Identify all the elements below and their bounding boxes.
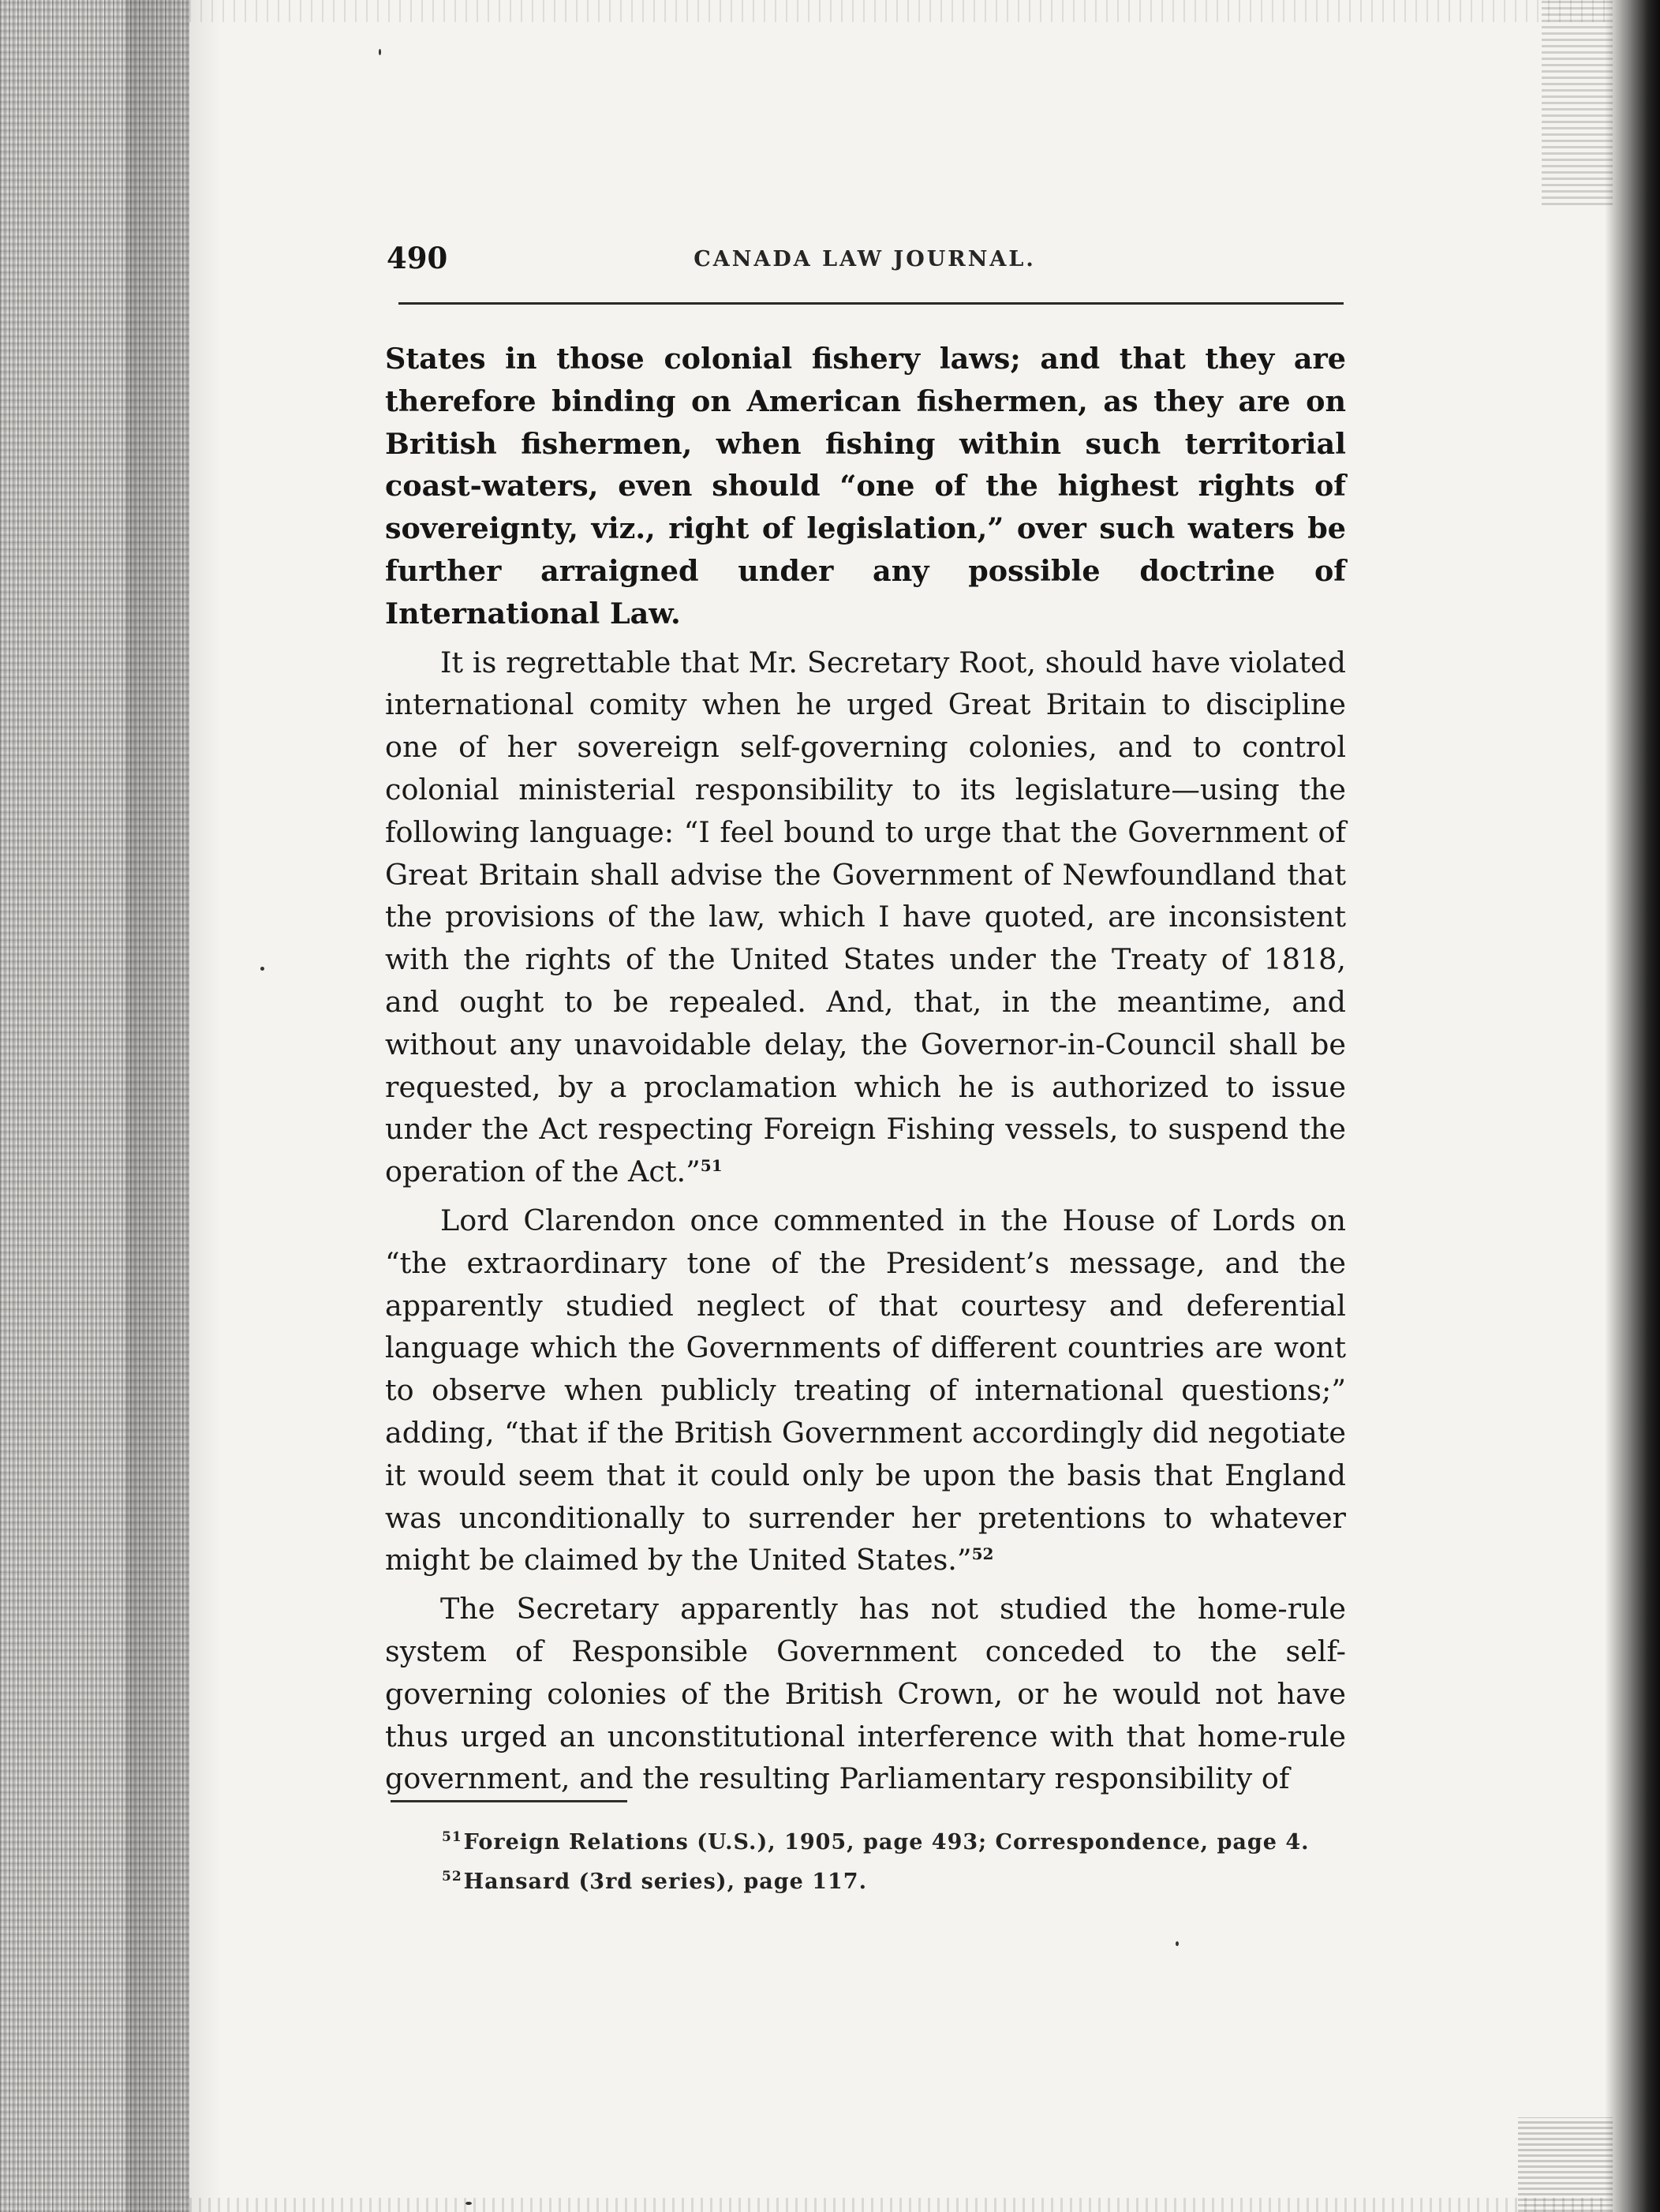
scan-speck [1176,1941,1179,1946]
footnotes [442,1823,1341,1902]
paragraph-4: The Secretary apparently has not studied the home-rule system of Responsible Government conceded to the self-governing colonies of the British Crown, or he would not have thus urged an unconstitutional interference with that home-rule government, and the resulting Parliamentary responsibility of [385,1592,1346,1796]
scan-speck [260,967,264,971]
page-number: 490 [387,241,448,275]
footnote-divider [391,1800,627,1802]
scan-edge-bottom [189,2198,1610,2212]
footnote-text: Foreign Relations (U.S.), 1905, page 493; Correspondence, page 4. [463,1830,1310,1855]
scan-shadow-left [126,0,221,2212]
scan-noise-top-right [1542,0,1613,205]
page-header [387,241,1343,288]
paragraph-1: States in those colonial fishery laws; and that they are therefore binding on American fishermen, as they are on British fishermen, when fishing within such territorial coast-waters, even should “one of the highest rights of sovereignty, viz., right of legislation,” over such waters be further arraigned under any possible doctrine of International Law. [385,342,1346,631]
scan-edge-right [1605,0,1660,2212]
footnote-51 [442,1823,1341,1862]
footnote-mark: 52 [442,1869,462,1885]
footnote-ref-52: 52 [971,1544,994,1564]
paragraph-2: It is regrettable that Mr. Secretary Root, should have violated international comity when he urged Great Britain to discipline one of her sovereign self-governing colonies, and to control colonial ministerial responsibility to its legislature—using the following language: “I feel bound to urge that the Government of Great Britain shall advise the Government of Newfoundland that the provisions of the law, which I have quoted, are inconsistent with the rights of the United States under the Treaty of 1818, and ought to be repealed. And, that, in the meantime, and without any unavoidable delay, the Governor-in-Council shall be requested, by a proclamation which he is authorized to issue under the Act respecting Foreign Fishing vessels, to suspend the operation of the Act.”$^{51}$ [385,645,1346,1189]
footnote-ref-51: 51 [700,1155,723,1175]
scan-speck [379,49,381,55]
header-divider [398,302,1344,305]
footnote-mark: 51 [442,1829,462,1845]
main-text [385,338,1346,1806]
scan-edge-top [189,0,1610,22]
paragraph-3: Lord Clarendon once commented in the House of Lords on “the extraordinary tone of the President’s message, and the apparently studied neglect of that courtesy and deferential language which the Governments of different countries are wont to observe when publicly treating of international questions;” adding, “that if the British Government accordingly did negotiate it would seem that it could only be upon the basis that England was unconditionally to surrender her pretentions to whatever might be claimed by the United States.”$^{52}$ [385,1203,1346,1578]
footnote-52 [442,1862,1341,1902]
scan-speck [465,2202,472,2205]
running-head: CANADA LAW JOURNAL. [694,247,1036,271]
footnote-text: Hansard (3rd series), page 117. [463,1870,867,1894]
